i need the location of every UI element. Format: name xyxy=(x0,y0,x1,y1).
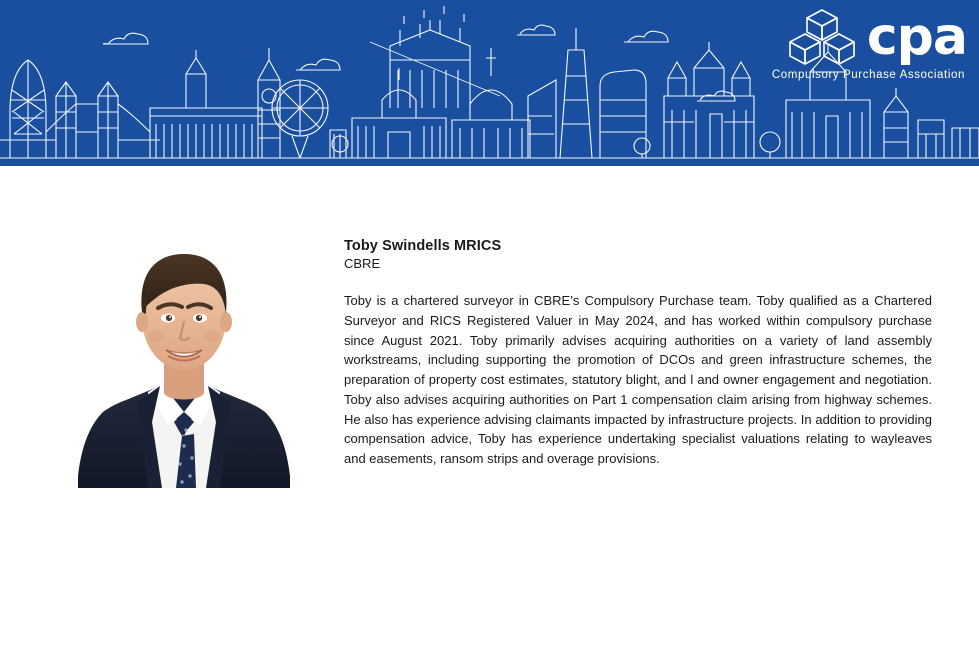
page-header-banner xyxy=(0,0,979,166)
profile-biography: Toby is a chartered surveyor in CBRE’s Compulsory Purchase team. Toby qualified as a Chartered Surveyor and RICS Registered Valuer in May 2024, and has worked within compulsory purchase since August 2021. Toby primarily advises acquiring authorities on a variety of land assembly workstreams, including supporting the promotion of DCOs and green infrastructure schemes, the preparation of property cost estimates, statutory blight, and l and owner engagement and negotiation. Toby also advises acquiring authorities on Part 1 compensation claim arising from highway schemes. He also has experience advising claimants impacted by infrastructure projects. In addition to providing compensation advice, Toby has experience undertaking specialist valuations relating to wayleaves and easements, ransom strips and overage provisions. xyxy=(344,293,932,466)
cpa-logo-subtitle: Compulsory Purchase Association xyxy=(771,69,965,81)
profile-organisation: CBRE xyxy=(344,256,381,271)
cpa-wordmark: cpa xyxy=(866,6,967,67)
profile-name: Toby Swindells MRICS xyxy=(344,238,502,254)
headshot-image xyxy=(76,226,292,488)
profile-text-block xyxy=(344,238,932,469)
profile-content xyxy=(0,166,979,666)
cpa-logo xyxy=(772,8,967,81)
cpa-cube-logo-icon xyxy=(787,8,857,66)
profile-photo xyxy=(76,226,292,488)
